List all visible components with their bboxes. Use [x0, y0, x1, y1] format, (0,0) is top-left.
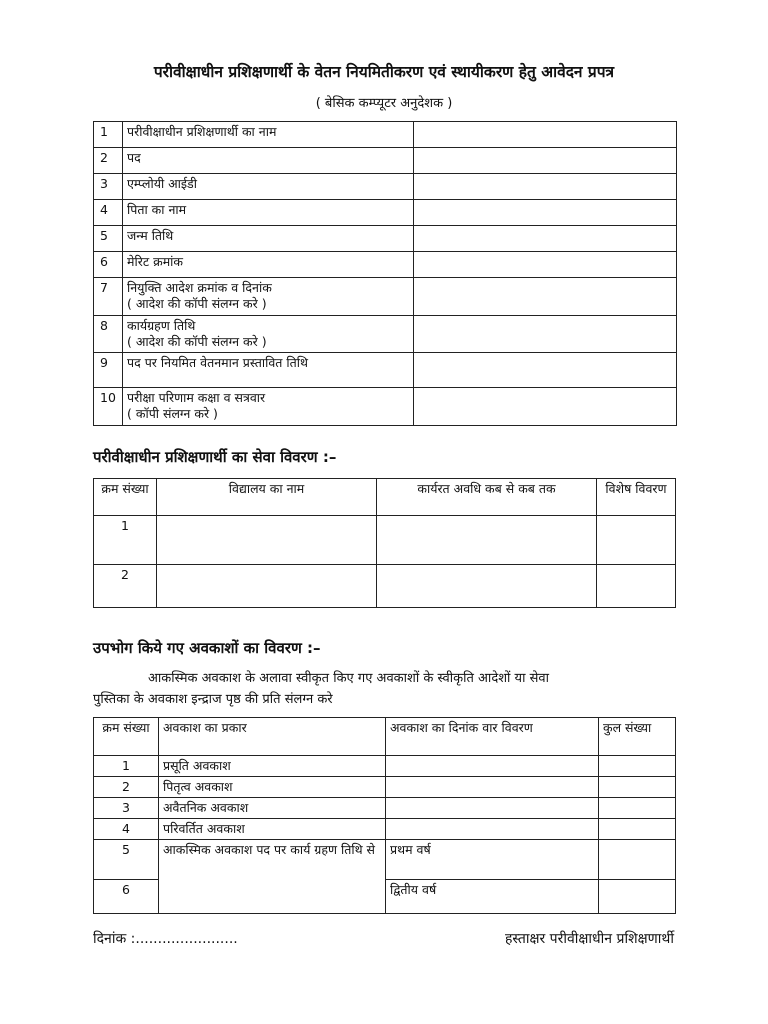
leave-instruction-line-1: आकस्मिक अवकाश के अलावा स्वीकृत किए गए अवकाशों के स्वीकृति आदेशों या सेवा — [148, 671, 549, 686]
field-value-cell[interactable] — [414, 353, 677, 388]
service-row — [94, 565, 676, 608]
leave-row — [94, 840, 676, 880]
field-value-cell[interactable] — [414, 122, 677, 148]
service-details-table — [93, 478, 676, 608]
row-number: 3 — [94, 798, 159, 819]
col-header-leave-type: अवकाश का प्रकार — [159, 718, 386, 756]
row-number: 6 — [94, 880, 159, 914]
field-value-cell[interactable] — [414, 278, 677, 316]
leave-type: अवैतनिक अवकाश — [159, 798, 386, 819]
row-number: 7 — [94, 278, 123, 316]
field-value-cell[interactable] — [414, 388, 677, 426]
col-header-special-details: विशेष विवरण — [597, 479, 676, 516]
field-label — [123, 278, 414, 316]
special-details-cell[interactable] — [597, 565, 676, 608]
row-number: 10 — [94, 388, 123, 426]
details-row — [94, 316, 677, 353]
field-label — [123, 316, 414, 353]
school-name-cell[interactable] — [157, 516, 377, 565]
row-number: 6 — [94, 252, 123, 278]
field-label: जन्म तिथि — [123, 226, 414, 252]
field-label-note: ( आदेश की कॉपी संलग्न करे ) — [127, 334, 267, 349]
leave-type-casual: आकस्मिक अवकाश पद पर कार्य ग्रहण तिथि से — [159, 840, 386, 914]
leave-dates-cell[interactable] — [386, 777, 599, 798]
col-header-serial: क्रम संख्या — [94, 718, 159, 756]
details-row — [94, 353, 677, 388]
row-number: 1 — [94, 516, 157, 565]
row-number: 2 — [94, 777, 159, 798]
field-label — [123, 388, 414, 426]
details-row — [94, 200, 677, 226]
field-label-note: ( आदेश की कॉपी संलग्न करे ) — [127, 296, 267, 311]
leave-dates-cell[interactable] — [386, 756, 599, 777]
col-header-working-period: कार्यरत अवधि कब से कब तक — [377, 479, 597, 516]
working-period-cell[interactable] — [377, 516, 597, 565]
row-number: 9 — [94, 353, 123, 388]
row-number: 4 — [94, 200, 123, 226]
field-value-cell[interactable] — [414, 226, 677, 252]
field-label: एम्प्लोयी आईडी — [123, 174, 414, 200]
field-label: परीवीक्षाधीन प्रशिक्षणार्थी का नाम — [123, 122, 414, 148]
date-field[interactable]: दिनांक :....................... — [93, 931, 238, 947]
leave-instruction-line-2: पुस्तिका के अवकाश इन्द्राज पृष्ठ की प्रति संलग्न करे — [93, 692, 333, 707]
leave-row — [94, 756, 676, 777]
leave-year-cell: प्रथम वर्ष — [386, 840, 599, 880]
row-number: 8 — [94, 316, 123, 353]
leave-type: परिवर्तित अवकाश — [159, 819, 386, 840]
details-row — [94, 174, 677, 200]
details-row — [94, 122, 677, 148]
service-table-header — [94, 479, 676, 516]
row-number: 1 — [94, 756, 159, 777]
leave-type: प्रसूति अवकाश — [159, 756, 386, 777]
working-period-cell[interactable] — [377, 565, 597, 608]
col-header-school-name: विद्यालय का नाम — [157, 479, 377, 516]
row-number: 1 — [94, 122, 123, 148]
row-number: 5 — [94, 226, 123, 252]
field-value-cell[interactable] — [414, 252, 677, 278]
details-row — [94, 226, 677, 252]
leave-details-table — [93, 717, 676, 914]
leave-section-heading: उपभोग किये गए अवकाशों का विवरण :– — [93, 639, 321, 657]
field-label-main: कार्यग्रहण तिथि — [127, 318, 196, 333]
school-name-cell[interactable] — [157, 565, 377, 608]
field-value-cell[interactable] — [414, 200, 677, 226]
field-label: पिता का नाम — [123, 200, 414, 226]
field-label-note: ( कॉपी संलग्न करे ) — [127, 406, 218, 421]
leave-dates-cell[interactable] — [386, 819, 599, 840]
row-number: 5 — [94, 840, 159, 880]
row-number: 2 — [94, 148, 123, 174]
leave-row — [94, 777, 676, 798]
service-section-heading: परीवीक्षाधीन प्रशिक्षणार्थी का सेवा विवरण :– — [93, 448, 337, 466]
leave-total-cell[interactable] — [599, 777, 676, 798]
leave-total-cell[interactable] — [599, 840, 676, 880]
leave-dates-cell[interactable] — [386, 798, 599, 819]
col-header-leave-dates: अवकाश का दिनांक वार विवरण — [386, 718, 599, 756]
field-label: पद — [123, 148, 414, 174]
details-row — [94, 388, 677, 426]
leave-total-cell[interactable] — [599, 880, 676, 914]
leave-total-cell[interactable] — [599, 756, 676, 777]
details-row — [94, 148, 677, 174]
leave-row — [94, 798, 676, 819]
leave-row — [94, 819, 676, 840]
row-number: 3 — [94, 174, 123, 200]
details-row — [94, 278, 677, 316]
row-number: 4 — [94, 819, 159, 840]
col-header-total-count: कुल संख्या — [599, 718, 676, 756]
field-label: मेरिट क्रमांक — [123, 252, 414, 278]
details-row — [94, 252, 677, 278]
leave-table-header — [94, 718, 676, 756]
leave-year-cell: द्वितीय वर्ष — [386, 880, 599, 914]
field-value-cell[interactable] — [414, 148, 677, 174]
field-value-cell[interactable] — [414, 174, 677, 200]
applicant-details-table — [93, 121, 677, 426]
leave-total-cell[interactable] — [599, 798, 676, 819]
field-label-main: परीक्षा परिणाम कक्षा व सत्रवार — [127, 390, 266, 405]
form-title: परीवीक्षाधीन प्रशिक्षणार्थी के वेतन नियमितीकरण एवं स्थायीकरण हेतु आवेदन प्रपत्र — [153, 63, 615, 81]
row-number: 2 — [94, 565, 157, 608]
col-header-serial: क्रम संख्या — [94, 479, 157, 516]
field-label-main: नियुक्ति आदेश क्रमांक व दिनांक — [127, 280, 272, 295]
service-row — [94, 516, 676, 565]
signature-label: हस्ताक्षर परीवीक्षाधीन प्रशिक्षणार्थी — [504, 931, 674, 947]
leave-type: पितृत्व अवकाश — [159, 777, 386, 798]
field-label: पद पर नियमित वेतनमान प्रस्तावित तिथि — [123, 353, 414, 388]
special-details-cell[interactable] — [597, 516, 676, 565]
field-value-cell[interactable] — [414, 316, 677, 353]
leave-total-cell[interactable] — [599, 819, 676, 840]
form-subtitle: ( बेसिक कम्प्यूटर अनुदेशक ) — [315, 96, 453, 111]
